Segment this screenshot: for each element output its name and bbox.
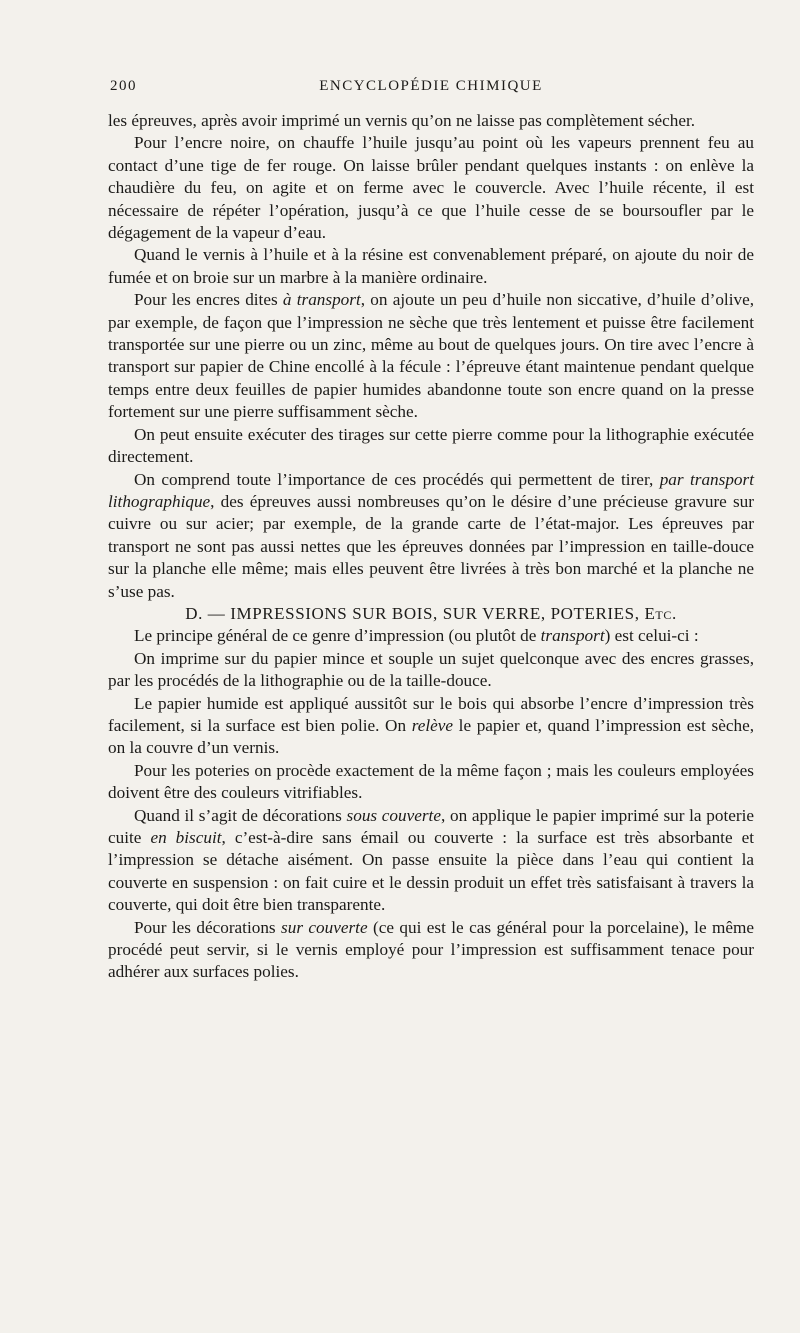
paragraph: Pour l’encre noire, on chauffe l’huile jusqu’au point où les vapeurs prennent feu au contact d’une tige de fer rouge. On laisse brûler pendant quelques instants : on enlève la chaudière du feu, on agite et on ferme avec le couvercle. Avec l’huile récente, il est nécessaire de répéter l’opération, jusqu’à ce que l’huile cesse de se boursoufler par le dégagement de la vapeur d’eau. — [108, 133, 754, 243]
paragraph: Pour les encres dites à transport, on ajoute un peu d’huile non siccative, d’huile d’olive, par exemple, de façon que l’impression ne sèche que très lentement et puisse être facilement transportée sur une pierre ou un zinc, même au bout de quelques jours. On tire avec l’encre à transport sur papier de Chine encollé à la fécule : l’épreuve étant maintenue pendant quelque temps entre deux feuilles de papier humides abandonne toute son encre quand on la presse fortement sur une pierre suffisamment sèche. — [108, 290, 754, 422]
italic-term: relève — [411, 715, 454, 735]
paragraph: On comprend toute l’importance de ces procédés qui permettent de tirer, par transport lithographique, des épreuves aussi nombreuses qu’on le désire d’une précieuse gravure sur cuivre ou sur acier; par exemple, de la grande carte de l’état-major. Les épreuves par transport ne sont pas aussi nettes que les épreuves données par l’impression en taille-douce sur la planche elle même; mais elles peuvent être livrées à très bon marché et la planche ne s’use pas. — [108, 469, 754, 601]
section-heading: D. — IMPRESSIONS SUR BOIS, SUR VERRE, POTERIES, Etc. — [185, 603, 677, 623]
running-head — [108, 74, 754, 100]
paragraph: Pour les décorations sur couverte (ce qui est le cas général pour la porcelaine), le même procédé peut servir, si le vernis employé pour l’impression est suffisamment tenace pour adhérer aux surfaces polies. — [108, 917, 754, 982]
paragraph: les épreuves, après avoir imprimé un vernis qu’on ne laisse pas complètement sécher. — [108, 111, 696, 130]
paragraph: Le papier humide est appliqué aussitôt sur le bois qui absorbe l’encre d’impression très facilement, si la surface est bien polie. On relève le papier et, quand l’impression est sèche, on la couvre d’un vernis. — [108, 693, 754, 758]
italic-term: à transport — [282, 290, 361, 310]
page-number: 200 — [110, 78, 137, 94]
body-text — [108, 110, 754, 984]
paragraph: On peut ensuite exécuter des tirages sur cette pierre comme pour la lithographie exécutée directement. — [108, 424, 754, 467]
italic-term: sous couverte — [346, 805, 441, 825]
italic-term: sur couverte — [281, 917, 368, 937]
italic-term: transport — [540, 626, 605, 646]
paragraph: Quand le vernis à l’huile et à la résine est convenablement préparé, on ajoute du noir de fumée et on broie sur un marbre à la manière ordinaire. — [108, 245, 754, 287]
paragraph: Le principe général de ce genre d’impression (ou plutôt de transport) est celui-ci : — [134, 626, 699, 646]
running-title: ENCYCLOPÉDIE CHIMIQUE — [319, 78, 543, 94]
paragraph: On imprime sur du papier mince et souple un sujet quelconque avec des encres grasses, par les procédés de la lithographie ou de la taille-douce. — [108, 648, 754, 691]
paragraph: Pour les poteries on procède exactement de la même façon ; mais les couleurs employées doivent être des couleurs vitrifiables. — [108, 760, 754, 803]
italic-term: en biscuit — [150, 828, 222, 847]
italic-term: par transport lithographique — [108, 469, 754, 511]
paragraph: Quand il s’agit de décorations sous couverte, on applique le papier imprimé sur la poterie cuite en biscuit, c’est-à-dire sans émail ou couverte : la surface est très absorbante et l’impression se détache aisément. On passe ensuite la pièce dans l’eau qui contient la couverte en suspension : on fait cuire et le dessin produit un effet très satisfaisant à travers la couverte, qui doit être bien transparente. — [108, 805, 754, 915]
